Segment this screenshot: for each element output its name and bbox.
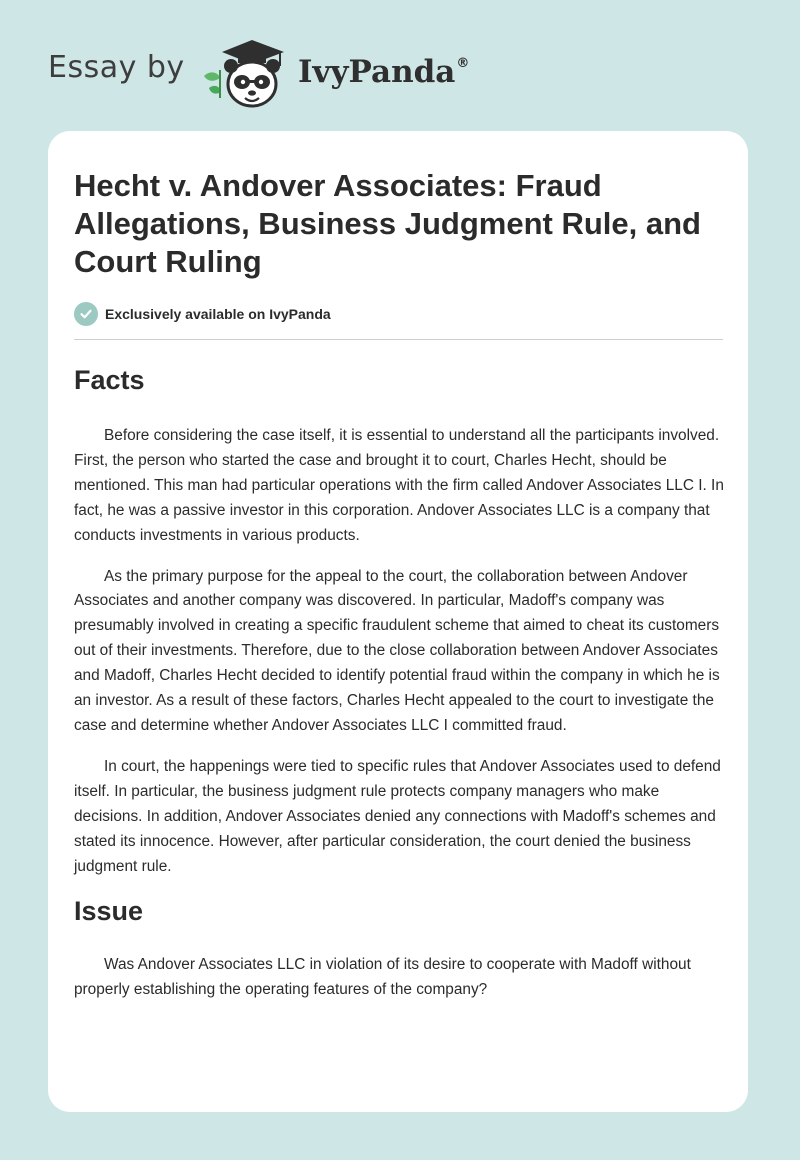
brand-text: IvyPanda [298, 54, 456, 90]
essay-title: Hecht v. Andover Associates: Fraud Allegations, Business Judgment Rule, and Court Ruling [74, 168, 701, 279]
essay-card [48, 131, 748, 1112]
paragraph: Before considering the case itself, it is essential to understand all the participants involved. First, the person who started the case and brought it to court, Charles Hecht, should be mentioned. This man had particular operations with the firm called Andover Associates LLC I. In fact, he was a passive investor in this corporation. Andover Associates LLC is a company that conducts investments in various products. [74, 427, 724, 544]
divider [74, 339, 723, 340]
paragraph: Was Andover Associates LLC in violation of its desire to cooperate with Madoff without properly establishing the operating features of the company? [74, 956, 691, 999]
ivy-leaf-icon [204, 70, 221, 98]
panda-graduate-icon [200, 36, 292, 112]
site-header [0, 0, 800, 130]
section-issue [74, 895, 722, 1003]
section-facts [74, 364, 722, 879]
brand-name[interactable] [298, 54, 469, 90]
paragraph: In court, the happenings were tied to specific rules that Andover Associates used to defend itself. In particular, the business judgment rule protects company managers who make decisions. In addition, Andover Associates denied any connections with Madoff's schemes and stated its innocence. However, after particular consideration, the court denied the business judgment rule. [74, 757, 721, 875]
section-heading: Facts [74, 365, 145, 395]
checkmark-icon [74, 302, 98, 326]
paragraph: As the primary purpose for the appeal to the court, the collaboration between Andover Associates and another company was discovered. In particular, Madoff's company was presumably involved in creating a specific fraudulent scheme that aimed to cheat its customers out of their investments. Therefore, due to the close collaboration between Andover Associates and Madoff, Charles Hecht decided to identify potential fraud within the company in which he is an investor. As a result of these factors, Charles Hecht appealed to the court to investigate the case and determine whether Andover Associates LLC I committed fraud. [74, 567, 720, 734]
section-heading: Issue [74, 896, 144, 927]
exclusive-badge [74, 301, 722, 327]
exclusive-text: Exclusively available on IvyPanda [105, 306, 331, 322]
essay-by-label: Essay by [48, 50, 185, 85]
registered-mark: ® [456, 56, 470, 71]
